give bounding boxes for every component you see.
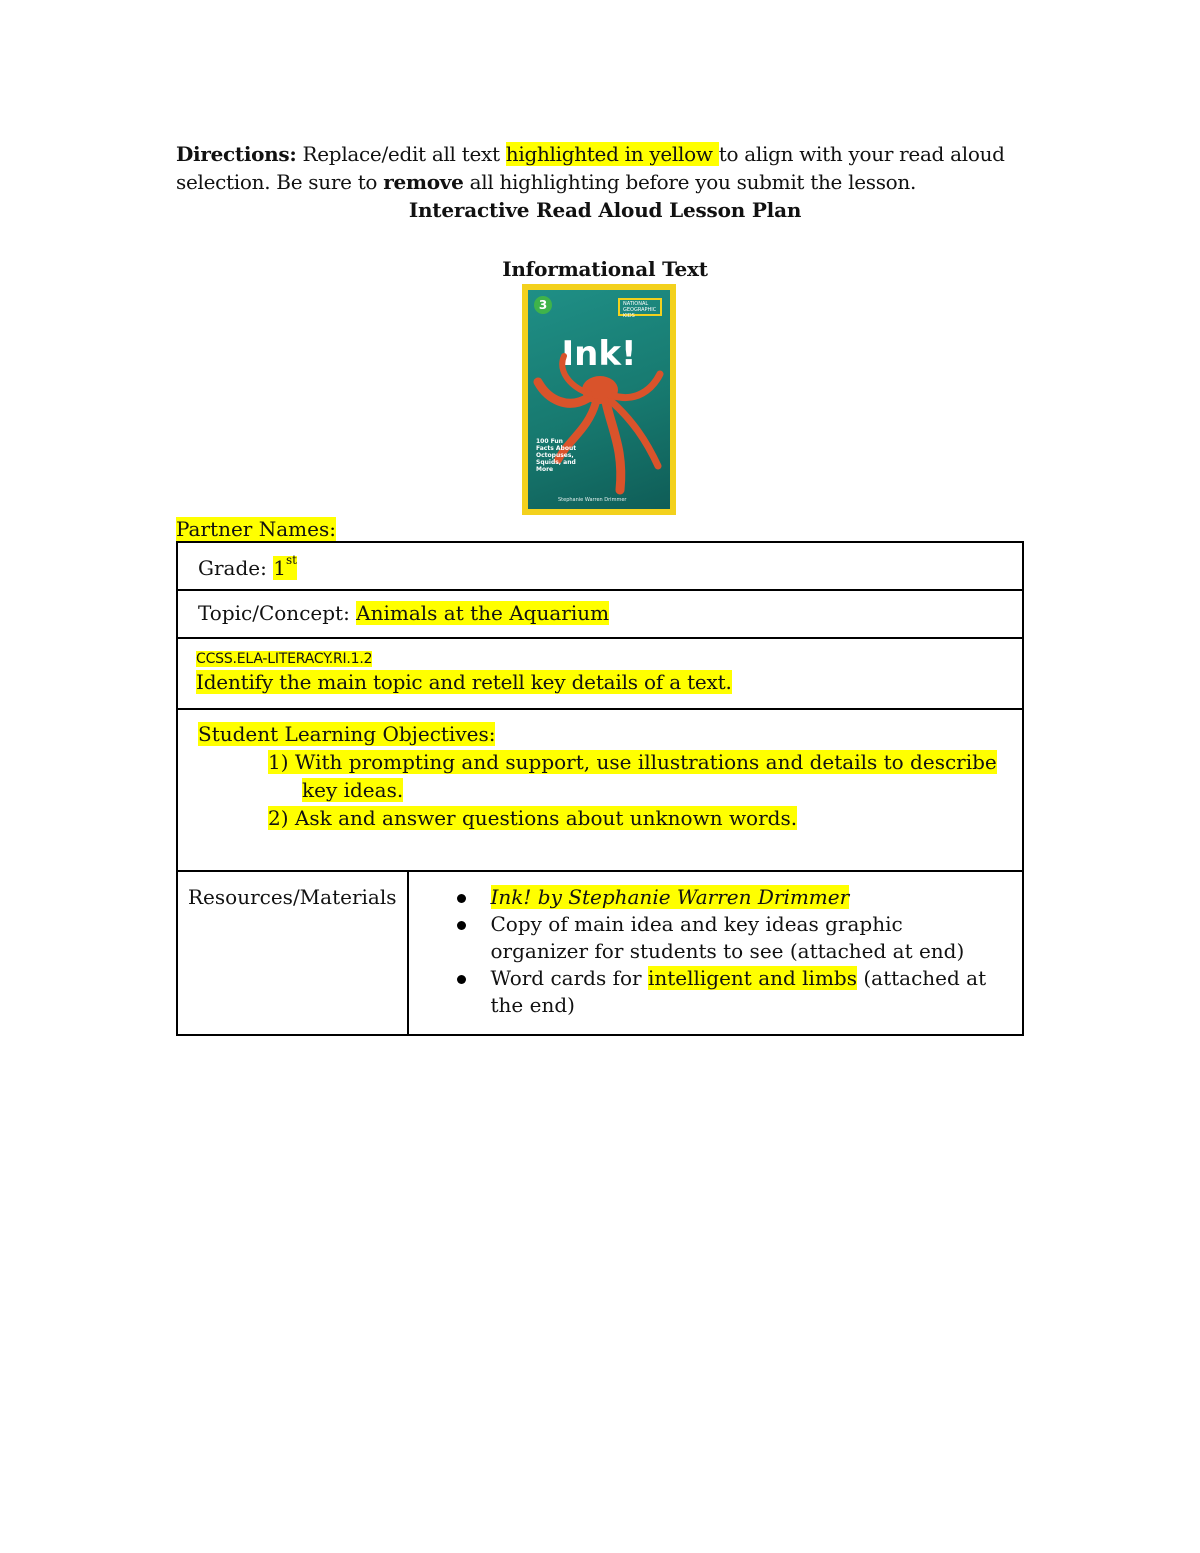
bullet-icon (457, 921, 466, 930)
grade-row (177, 542, 1023, 590)
bullet-icon (457, 894, 466, 903)
objective-1: 1) With prompting and support, use illustrations and details to describe (268, 750, 997, 774)
lesson-plan-table (176, 541, 1024, 1036)
directions-text-a: Replace/edit all text (302, 142, 506, 166)
topic-row (177, 590, 1023, 638)
bullet-icon (457, 975, 466, 984)
resource-word-cards-a: Word cards for (490, 966, 648, 990)
standard-row (177, 638, 1023, 709)
grade-value: 1st (273, 553, 297, 580)
resource-word-cards-b: (attached at the end) (490, 966, 987, 1017)
directions-label: Directions: (176, 142, 297, 166)
cover-publisher-logo: NATIONAL GEOGRAPHIC KIDS (618, 298, 662, 316)
cover-level-badge: 3 (534, 296, 552, 314)
resources-row (177, 871, 1023, 1035)
cover-title: Ink! (561, 334, 637, 374)
book-cover-image (522, 284, 676, 515)
page-subtitle: Informational Text (502, 257, 708, 281)
list-item (451, 884, 1015, 911)
standard-code: CCSS.ELA-LITERACY.RI.1.2 (196, 651, 373, 667)
standard-description: Identify the main topic and retell key details of a text. (196, 670, 732, 694)
resources-label: Resources/Materials (177, 871, 408, 1035)
objective-2: 2) Ask and answer questions about unknown words. (268, 806, 798, 830)
resource-organizer-line2: organizer for students to see (attached at end) (490, 939, 965, 963)
directions-paragraph (176, 140, 1036, 196)
resource-word-cards-highlight: intelligent and limbs (647, 966, 857, 990)
list-item (451, 911, 1015, 965)
directions-highlight: highlighted in yellow (505, 142, 719, 166)
objectives-heading: Student Learning Objectives: (198, 722, 496, 746)
topic-label: Topic/Concept: (198, 601, 357, 625)
resource-organizer-line1: Copy of main idea and key ideas graphic (490, 912, 903, 936)
directions-text-b: to align with your read aloud selection. Be sure to (176, 142, 1005, 194)
topic-value: Animals at the Aquarium (356, 601, 610, 625)
resource-book: Ink! by Stephanie Warren Drimmer (490, 885, 850, 909)
objectives-row (177, 709, 1023, 871)
partner-names-label: Partner Names: (176, 517, 336, 541)
objective-1-continued: key ideas. (302, 778, 404, 802)
page-title: Interactive Read Aloud Lesson Plan (408, 198, 802, 222)
cover-author: Stephanie Warren Drimmer (558, 497, 627, 503)
octopus-illustration (528, 290, 670, 509)
directions-text-c: all highlighting before you submit the lesson. (463, 170, 917, 194)
directions-bold-word: remove (383, 170, 464, 194)
grade-label: Grade: (198, 556, 274, 580)
cover-blurb: 100 Fun Facts About Octopuses, Squids, and More (536, 438, 577, 473)
list-item (451, 965, 1015, 1019)
resources-list (451, 884, 1015, 1019)
